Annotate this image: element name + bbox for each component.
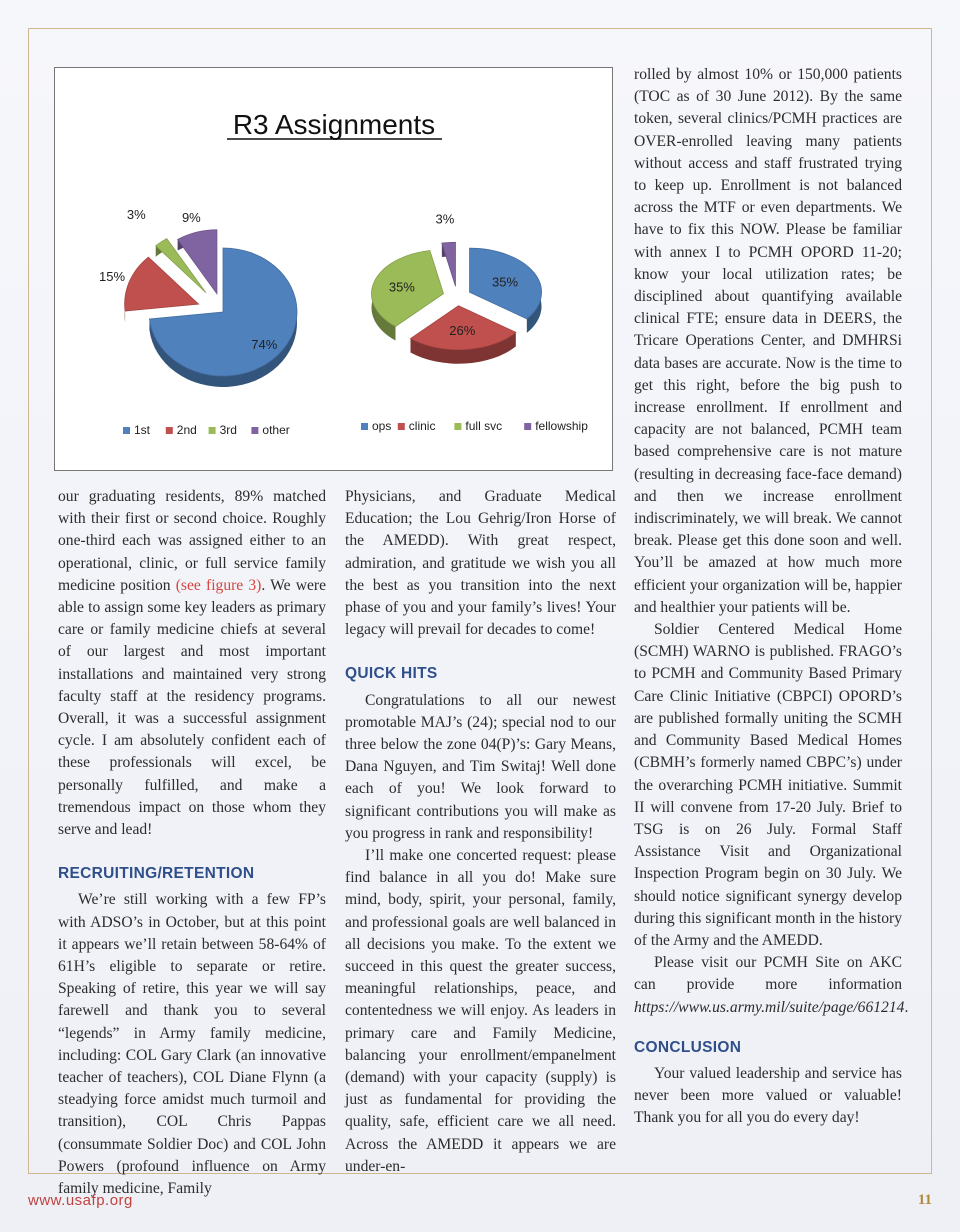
assignment-type-data-label-clinic: 26% — [449, 322, 476, 338]
col1-p1-text-b: . We were able to assign some key leaders as primary care or family medicine chiefs at several of our largest and most important installations and maintained very strong faculty staff at the residency programs. Overall, it was a successful assignment cycle. I am absolutely confident each of these professionals will excel, be personally fulfilled, and make a tremendous impact on those whom they serve and lead! — [58, 576, 327, 839]
assignment-type-legend-swatch-fellowship — [524, 423, 531, 430]
assignment-choice-data-label-other: 9% — [181, 209, 201, 225]
heading-conclusion: CONCLUSION — [634, 1038, 742, 1056]
col2-paragraph-1: Physicians, and Graduate Medical Education; the Lou Gehrig/Iron Horse of the AMEDD). With great respect, admiration, and gratitude we wish you all the best as you transition into the next phase of you and your family’s lives! Your legacy will prevail for decades to come! — [345, 488, 616, 639]
heading-recruiting-retention: RECRUITING/RETENTION — [58, 865, 255, 883]
col3-p3-text-b: . — [904, 998, 909, 1016]
assignment-choice-legend-swatch-3rd — [209, 427, 216, 434]
assignment-choice-legend-swatch-other — [251, 427, 258, 434]
assignment-type-legend-label-clinic: clinic — [408, 419, 436, 433]
col3-p3-text-a: Please visit our PCMH Site on AKC can provide more information — [634, 954, 902, 994]
r3-assignments-chart-svg — [55, 68, 614, 472]
assignment-choice-legend-label-3rd: 3rd — [219, 423, 237, 437]
assignment-type-legend-swatch-clinic — [398, 423, 405, 430]
assignment-type-legend-label-ops: ops — [372, 419, 392, 433]
col2-paragraph-3: I’ll make one concerted request: please find balance in all you do! Make sure mind, body, spirit, your personal, family, and professional goals are well balanced in all decisions you make. To the extent we succeed in this quest the greater success, meaningful relationships, peace, and contentedness we will enjoy. As leaders in primary care and Family Medicine, balancing your enrollment/empanelment (demand) with your capacity (supply) is just as fundamental for providing the quality, safe, efficient care we all need. Across the AMEDD it appears we are under-en- — [345, 847, 616, 1175]
figure-3-chart — [54, 67, 613, 471]
assignment-type-slice-fellowship — [442, 242, 456, 286]
assignment-choice-legend-label-1st: 1st — [134, 423, 151, 437]
footer-website-link[interactable]: www.usafp.org — [28, 1192, 133, 1209]
assignment-type-data-label-fellowship: 3% — [435, 211, 455, 227]
assignment-choice-slice-2nd — [125, 257, 199, 311]
page-number: 11 — [917, 1192, 932, 1208]
assignment-type-legend-swatch-ops — [361, 423, 368, 430]
col3-paragraph-2: Soldier Centered Medical Home (SCMH) WARNO is published. FRAGO’s to PCMH and Community Based Primary Care Clinic Initiative (CBPCI) OPORD’s are published formally uniting the SCMH and Community Based Medical Homes (CBMH’s formerly named CBPC’s) under the overarching PCMH initiative. Summit II will convene from 17-20 July. Brief to TSG is on 26 July. Formal Staff Assistance Visit and Organizational Inspection Program begin on 30 July. We should notice significant synergy develop during this significant month in the history of the Army and the AMEDD. — [634, 621, 902, 949]
chart-title: R3 Assignments — [232, 109, 436, 140]
assignment-type-legend-swatch-full-svc — [454, 423, 461, 430]
figure-reference-link[interactable]: (see figure 3) — [175, 576, 262, 594]
pie-chart-assignment-choice — [99, 207, 297, 387]
heading-quick-hits: QUICK HITS — [345, 665, 438, 683]
pie-chart-assignment-type — [372, 211, 542, 363]
assignment-choice-slice-1st — [149, 248, 297, 376]
col3-paragraph-3 — [634, 952, 909, 1019]
assignment-choice-data-label-3rd: 3% — [126, 206, 146, 222]
legend-assignment-type — [361, 419, 588, 433]
assignment-type-legend-label-full-svc: full svc — [465, 419, 503, 433]
assignment-choice-legend-label-other: other — [262, 423, 290, 437]
assignment-choice-data-label-1st: 74% — [251, 337, 278, 353]
pcmh-site-link[interactable]: https://www.us.army.mil/suite/page/661214 — [634, 998, 905, 1016]
column-2 — [345, 486, 616, 1178]
col1-p1-text-a: our graduating residents, 89% matched with their first or second choice. Roughly one-third each was assigned either to an operational, clinic, or full service family medicine position — [58, 488, 326, 594]
col3-paragraph-1: rolled by almost 10% or 150,000 patients (TOC as of 30 June 2012). By the same token, several clinics/PCMH practices are OVER-enrolled leaving many patients without access and staff frustrated trying to keep up. Enrollment is not balanced across the MTF or even departments. We have to fix this NOW. Please be familiar with annex I to PCMH OPORD 11-20; know your local utilization rates; be disciplined about quantifying available clinical FTE; ensure data in DEERS, the Tricare Operations Center, and DMHRSi data bases are accurate. Now is the time to get this right, before the big push to increase enrollment. If enrollment and capacity are not balanced, PCMH team based comprehensive care is not mature (resulting in decreasing face-face demand) and then we increase enrollment indiscriminately, we will break. We cannot break. Please get this done soon and well. You’ll be amazed at how much more efficient your organization will be, happier and healthier your patients will be. — [634, 66, 902, 616]
col2-paragraph-2: Congratulations to all our newest promotable MAJ’s (24); special nod to our three below the zone 04(P)’s: Gary Means, Dana Nguyen, and Tim Switaj! Well done each of you! We look forward to significant contributions you will make as you progress in rank and responsibility! — [345, 691, 616, 842]
col1-paragraph-1 — [58, 486, 326, 841]
column-1 — [58, 486, 326, 1200]
col1-paragraph-2: We’re still working with a few FP’s with ADSO’s in October, but at this point it appears we’ll retain between 58-64% of 61H’s eligible to separate or retire. Speaking of retire, this year we will say farewell and thank you to several “legends” in Army family medicine, including: COL Gary Clark (an innovative teacher of teachers), COL Diane Flynn (a steadying force amidst much turmoil and transition), COL Chris Pappas (consummate Soldier Doc) and COL John Powers (profound influence on Army family medicine, Family — [58, 891, 326, 1198]
legend-assignment-choice — [123, 423, 290, 437]
assignment-type-data-label-full-svc: 35% — [388, 279, 415, 295]
assignment-choice-legend-swatch-2nd — [166, 427, 173, 434]
assignment-choice-data-label-2nd: 15% — [98, 269, 126, 285]
assignment-choice-legend-swatch-1st — [123, 427, 130, 434]
col3-paragraph-4: Your valued leadership and service has never been more valued or valuable! Thank you for all you do every day! — [634, 1064, 902, 1127]
assignment-type-data-label-ops: 35% — [492, 274, 519, 290]
column-3 — [634, 64, 909, 1130]
assignment-choice-legend-label-2nd: 2nd — [176, 423, 197, 437]
assignment-type-legend-label-fellowship: fellowship — [535, 419, 588, 433]
